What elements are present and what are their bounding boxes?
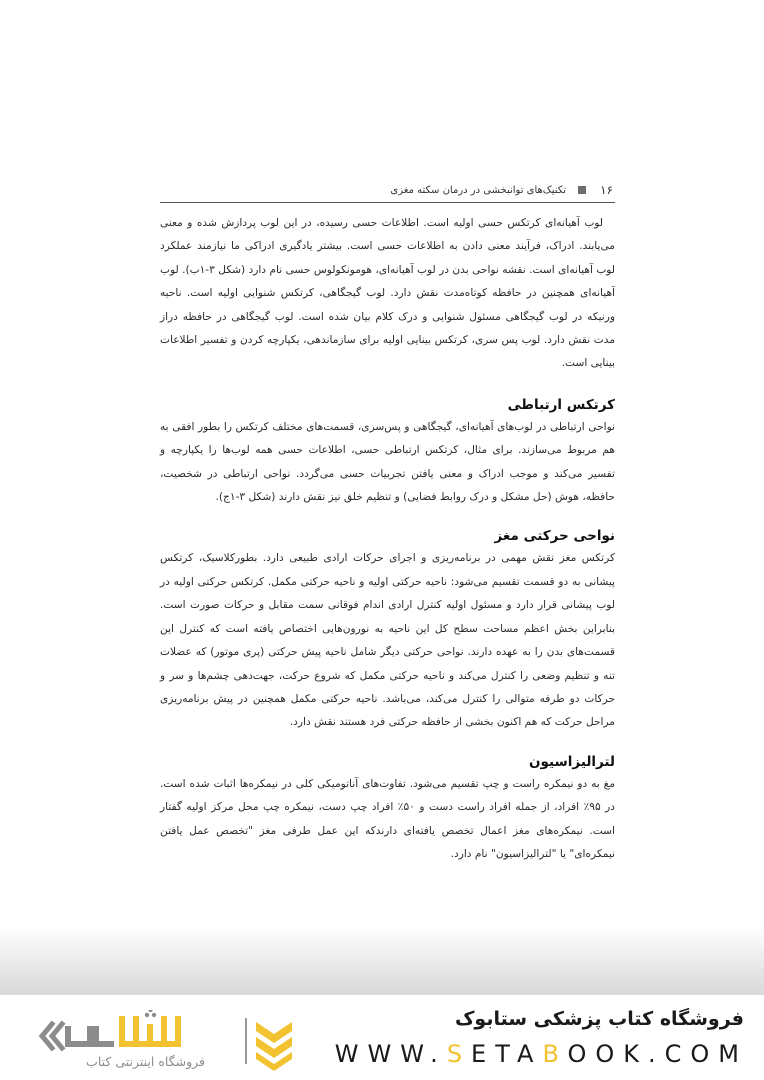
url-eta: ETA [471, 1040, 543, 1068]
url-prefix: WWW. [334, 1040, 447, 1068]
url-accent-b: B [542, 1040, 568, 1068]
paragraph-lobes: لوب آهیانه‌ای کرتکس حسی اولیه است. اطلاعات حسی رسیده، در این لوب پردازش شده و معنی می‌یابند. ادراک، فرآیند معنی دادن به اطلاعات حسی است. بیشتر یادگیری ادراکی ما نیازمند عملکرد لوب آهیانه‌ای است. نقشه نواحی بدن در لوب آهیانه‌ای، هومونکولوس حسی نام دارد (شکل ۳-۱ب). لوب آهیانه‌ای همچنین در حافظه کوتاه‌مدت نقش دارد. لوب گیجگاهی، کرتکس شنوایی اولیه است. ناحیه ورنیکه در لوب گیجگاهی مسئول شنوایی و درک کلام بیان شده است. لوب گیجگاهی در حافظه دراز مدت نقش دارد. لوب پس سری، کرتکس بینایی اولیه برای سازماندهی، یکپارچه کردن و تفسیر اطلاعات بینایی است. [160, 217, 616, 370]
setabook-logo [38, 1010, 298, 1074]
store-banner [0, 996, 764, 1080]
book-title: تکنیک‌های توانبخشی در درمان سکته مغزی [390, 184, 567, 196]
paragraph-motor-areas: کرتکس مغز نقش مهمی در برنامه‌ریزی و اجرای حرکات ارادی طبیعی دارد. بطورکلاسیک، کرتکس پیشانی به دو قسمت تقسیم می‌شود: ناحیه حرکتی اولیه و ناحیه حرکتی مکمل. کرتکس حرکتی اولیه در لوب پیشانی قرار دارد و مسئول اولیه کنترل ارادی اندام فوقانی سمت مقابل و حرکات صورت است. بنابراین بخش اعظم مساحت سطح کل این ناحیه به نورون‌هایی اختصاص یافته است که کنترل این قسمت‌های بدن را به عهده دارند. نواحی حرکتی دیگر شامل ناحیه پیش حرکتی (پری موتور) که عضلات تنه و تنظیم وضعی را کنترل می‌کند و ناحیه حرکتی مکمل که شروع حرکت، جهت‌دهی چشم‌ها و سر و حرکات دو طرفه متوالی را کنترل می‌کند، می‌باشد. ناحیه حرکتی مکمل همچنین در پیش برنامه‌ریزی مراحل حرکت که هم اکنون بخشی از حافظه حرکتی فرد هستند نقش دارد. [160, 552, 615, 729]
heading-motor-areas: نواحی حرکتی مغز [494, 528, 615, 545]
running-header [160, 178, 615, 203]
store-url-link[interactable] [335, 1040, 748, 1068]
logo-divider [245, 1018, 247, 1064]
url-rest: OOK.COM [567, 1040, 748, 1068]
page-body [160, 212, 615, 866]
paragraph-association-cortex: نواحی ارتباطی در لوب‌های آهیانه‌ای، گیجگاهی و پس‌سری، قسمت‌های مختلف کرتکس را بطور افقی به هم مربوط می‌سازند. برای مثال، کرتکس ارتباطی حسی، اطلاعات حسی همه لوب‌ها را یکپارچه و تفسیر می‌کند و موجب ادراک و معنی یافتن تجربیات حسی می‌گردد. نواحی ارتباطی در شخصیت، حافظه، هوش (حل مشکل و درک روابط فضایی) و تنظیم خلق نیز نقش دارند (شکل ۳-۱ج). [160, 420, 615, 504]
header-square-icon [578, 186, 586, 194]
page-number: ۱۶ [600, 183, 613, 197]
store-name: فروشگاه کتاب پزشکی ستابوک [454, 1008, 744, 1030]
paragraph-lateralization: مغ به دو نیمکره راست و چپ تقسیم می‌شود. تفاوت‌های آناتومیکی کلی در نیمکره‌ها اثبات شده است. در ۹۵٪ افراد، از جمله افراد راست دست و ۵۰٪ افراد چپ دست، نیمکره چپ محل مرکز اولیه گفتار است. نیمکره‌های مغز اعمال تخصص یافته‌ای دارندکه این عمل طرفی مغز "تخصص عمل یافتن نیمکره‌ای" یا "لترالیزاسیون" نام دارد. [160, 777, 615, 860]
heading-association-cortex: کرتکس ارتباطی [507, 396, 615, 413]
url-accent-s: S [446, 1040, 472, 1068]
logo-tagline: فروشگاه اینترنتی کتاب [86, 1054, 205, 1069]
heading-lateralization: لترالیزاسیون [529, 753, 615, 770]
scan-shadow [0, 925, 764, 995]
